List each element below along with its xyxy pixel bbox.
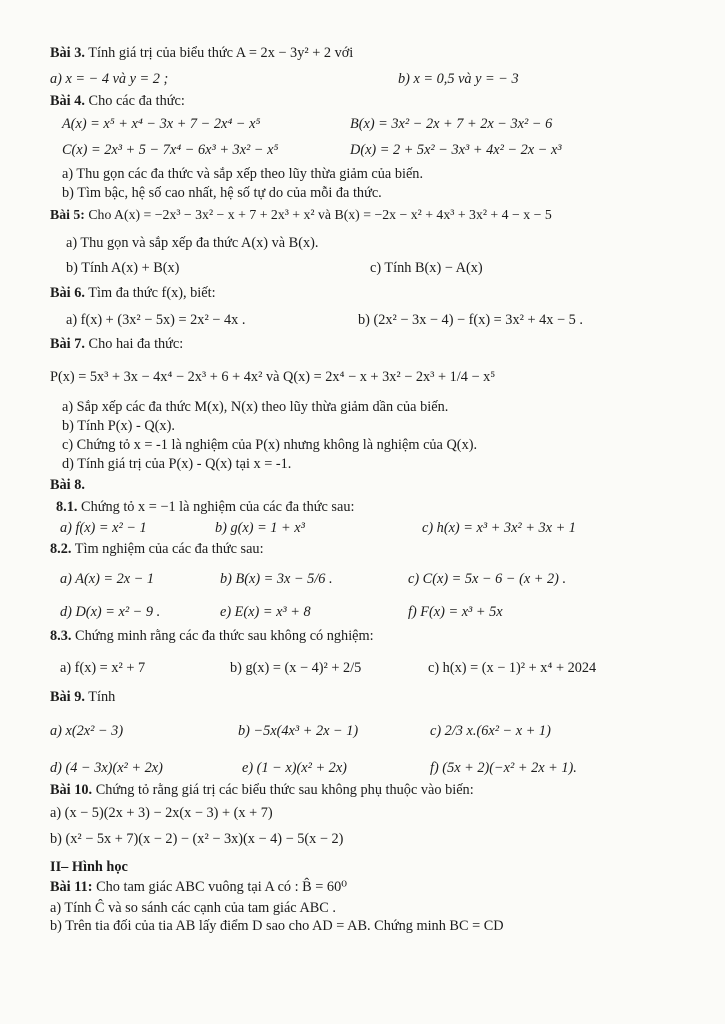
- bai8-3-c: c) h(x) = (x − 1)² + x⁴ + 2024: [428, 660, 597, 676]
- poly-B: B(x) = 3x² − 2x + 7 + 2x − 3x² − 6: [350, 116, 553, 132]
- bai4-text: Cho các đa thức:: [88, 93, 185, 109]
- bai8-3-text: Chứng minh rằng các đa thức sau không có nghiệm:: [75, 628, 374, 644]
- bai9-d: d) (4 − 3x)(x² + 2x): [50, 760, 163, 776]
- bai9-text: Tính: [88, 689, 116, 705]
- bai3-statement: [50, 44, 353, 62]
- bai3-heading: Bài 3.: [50, 45, 85, 61]
- bai4-heading: Bài 4.: [50, 93, 85, 109]
- bai4-part-a: a) Thu gọn các đa thức và sắp xếp theo lũy thừa giảm của biến.: [62, 166, 424, 182]
- bai8-2-b: b) B(x) = 3x − 5/6 .: [220, 571, 333, 587]
- bai4-part-b: b) Tìm bậc, hệ số cao nhất, hệ số tự do của mỗi đa thức.: [62, 185, 382, 201]
- bai7-part-d: d) Tính giá trị của P(x) - Q(x) tại x = -1.: [62, 456, 292, 472]
- bai9-b: b) −5x(4x³ + 2x − 1): [238, 723, 359, 739]
- bai7-text: Cho hai đa thức:: [88, 336, 184, 352]
- bai8-heading-text: Bài 8.: [50, 477, 85, 493]
- bai5-part-a: a) Thu gọn và sắp xếp đa thức A(x) và B(x).: [66, 235, 319, 251]
- bai9-heading: Bài 9.: [50, 689, 85, 705]
- bai8-heading: [50, 476, 85, 494]
- geometry-heading: [50, 858, 128, 876]
- bai6-statement: [50, 284, 216, 302]
- bai11-b: b) Trên tia đối của tia AB lấy điểm D sao cho AD = AB. Chứng minh BC = CD: [50, 918, 504, 934]
- bai8-1-statement: [56, 498, 354, 516]
- poly-D: D(x) = 2 + 5x² − 3x³ + 4x² − 2x − x³: [350, 142, 562, 158]
- bai8-1-heading: 8.1.: [56, 499, 78, 515]
- bai8-1-b: b) g(x) = 1 + x³: [215, 520, 305, 536]
- bai8-2-e: e) E(x) = x³ + 8: [220, 604, 311, 620]
- poly-A: A(x) = x⁵ + x⁴ − 3x + 7 − 2x⁴ − x⁵: [62, 116, 261, 132]
- bai5-part-c: c) Tính B(x) − A(x): [370, 260, 483, 276]
- bai6-heading: Bài 6.: [50, 285, 85, 301]
- bai7-polynomials: P(x) = 5x³ + 3x − 4x⁴ − 2x³ + 6 + 4x² và Q(x) = 2x⁴ − x + 3x² − 2x³ + 1/4 − x⁵: [50, 369, 496, 385]
- bai7-part-a: a) Sắp xếp các đa thức M(x), N(x) theo lũy thừa giảm dần của biến.: [62, 399, 449, 415]
- bai8-2-text: Tìm nghiệm của các đa thức sau:: [74, 541, 264, 557]
- bai9-a: a) x(2x² − 3): [50, 723, 124, 739]
- bai9-e: e) (1 − x)(x² + 2x): [242, 760, 347, 776]
- bai10-heading: Bài 10.: [50, 782, 93, 798]
- bai6-part-a: a) f(x) + (3x² − 5x) = 2x² − 4x .: [66, 312, 246, 328]
- bai5-heading: Bài 5:: [50, 207, 85, 222]
- bai3-part-b: b) x = 0,5 và y = − 3: [398, 71, 519, 87]
- bai5-part-b: b) Tính A(x) + B(x): [66, 260, 180, 276]
- bai11-text: Cho tam giác ABC vuông tại A có : B̂ = 60⁰: [96, 879, 347, 895]
- bai5-text: Cho A(x) = −2x³ − 3x² − x + 7 + 2x³ + x² và B(x) = −2x − x² + 4x³ + 3x² + 4 − x − 5: [88, 207, 552, 222]
- geometry-heading-text: II– Hình học: [50, 859, 128, 875]
- bai8-3-statement: [50, 627, 374, 645]
- bai8-2-d: d) D(x) = x² − 9 .: [60, 604, 161, 620]
- bai8-3-a: a) f(x) = x² + 7: [60, 660, 146, 676]
- bai8-3-b: b) g(x) = (x − 4)² + 2/5: [230, 660, 362, 676]
- bai6-part-b: b) (2x² − 3x − 4) − f(x) = 3x² + 4x − 5 .: [358, 312, 583, 328]
- bai6-text: Tìm đa thức f(x), biết:: [88, 285, 216, 301]
- bai5-statement: [50, 206, 552, 224]
- bai10-statement: [50, 781, 474, 799]
- bai10-b: b) (x² − 5x + 7)(x − 2) − (x² − 3x)(x − 4) − 5(x − 2): [50, 831, 344, 847]
- bai9-c: c) 2/3 x.(6x² − x + 1): [430, 723, 551, 739]
- bai8-1-c: c) h(x) = x³ + 3x² + 3x + 1: [422, 520, 576, 536]
- poly-C: C(x) = 2x³ + 5 − 7x⁴ − 6x³ + 3x² − x⁵: [62, 142, 279, 158]
- bai8-2-statement: [50, 540, 264, 558]
- bai4-statement: [50, 92, 185, 110]
- bai9-statement: [50, 688, 115, 706]
- bai8-3-heading: 8.3.: [50, 628, 72, 644]
- bai3-part-a: a) x = − 4 và y = 2 ;: [50, 71, 169, 87]
- bai8-1-text: Chứng tỏ x = −1 là nghiệm của các đa thức sau:: [81, 499, 355, 515]
- bai7-statement: [50, 335, 183, 353]
- bai10-a: a) (x − 5)(2x + 3) − 2x(x − 3) + (x + 7): [50, 805, 273, 821]
- bai8-2-heading: 8.2.: [50, 541, 72, 557]
- bai8-1-a: a) f(x) = x² − 1: [60, 520, 147, 536]
- bai7-part-c: c) Chứng tỏ x = -1 là nghiệm của P(x) nhưng không là nghiệm của Q(x).: [62, 437, 478, 453]
- bai9-f: f) (5x + 2)(−x² + 2x + 1).: [430, 760, 577, 776]
- bai11-statement: [50, 878, 347, 896]
- bai11-a: a) Tính Ĉ và so sánh các cạnh của tam giác ABC .: [50, 900, 336, 916]
- bai11-heading: Bài 11:: [50, 879, 93, 895]
- bai3-text: Tính giá trị của biểu thức A = 2x − 3y² + 2 với: [88, 45, 354, 61]
- bai7-heading: Bài 7.: [50, 336, 85, 352]
- bai8-2-a: a) A(x) = 2x − 1: [60, 571, 155, 587]
- bai8-2-f: f) F(x) = x³ + 5x: [408, 604, 503, 620]
- bai10-text: Chứng tỏ rằng giá trị các biểu thức sau không phụ thuộc vào biến:: [95, 782, 474, 798]
- bai7-part-b: b) Tính P(x) - Q(x).: [62, 418, 175, 434]
- bai8-2-c: c) C(x) = 5x − 6 − (x + 2) .: [408, 571, 567, 587]
